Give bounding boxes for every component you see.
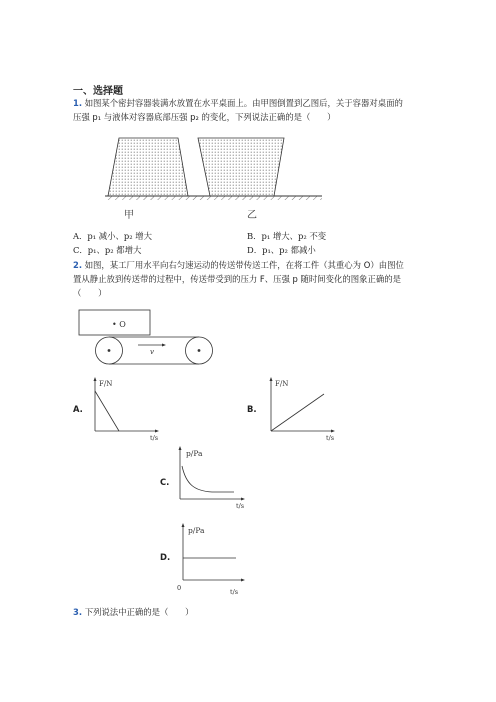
graph-a: [86, 374, 166, 444]
graph-d-y-arrow: [182, 523, 185, 527]
q1-option-a[interactable]: A．p₁ 减小、p₂ 增大: [73, 231, 153, 241]
graph-d: [174, 520, 259, 600]
question-1-line-2: 压强 p₁ 与液体对容器底部压强 p₂ 的变化，下列说法正确的是（ ）: [73, 112, 336, 122]
graph-c-x-arrow: [241, 498, 245, 501]
graph-b-ylabel: F/N: [275, 380, 289, 388]
graph-a-y-arrow: [94, 377, 97, 381]
question-3-number: 3.: [73, 607, 83, 617]
question-1-number: 1.: [73, 98, 83, 108]
graph-c-y-arrow: [179, 446, 182, 450]
graph-a-xlabel: t/s: [150, 434, 159, 442]
graph-a-letter[interactable]: A.: [73, 404, 83, 414]
graph-d-xlabel: t/s: [230, 588, 239, 596]
graph-c-ylabel: p/Pa: [186, 449, 203, 458]
graph-d-letter[interactable]: D.: [160, 552, 171, 562]
question-2-line-2: 置从静止放到传送带的过程中，传送带受到的压力 F、压强 p 随时间变化的图象正确的是: [73, 274, 401, 284]
graph-c-curve: [182, 466, 234, 492]
graph-d-ylabel: p/Pa: [188, 526, 205, 535]
graph-b-letter[interactable]: B.: [247, 404, 257, 414]
conveyor-figure: [78, 305, 228, 375]
graph-d-x-arrow: [241, 579, 245, 582]
graph-c-letter[interactable]: C.: [160, 477, 170, 487]
velocity-arrow-head: [162, 344, 166, 347]
question-3-line-1: [73, 606, 194, 619]
graph-c: [172, 444, 257, 512]
question-2-line-1: [73, 259, 404, 272]
graph-a-ylabel: F/N: [99, 380, 113, 388]
left-roller-axle: [108, 349, 111, 352]
label-yi: 乙: [247, 210, 257, 221]
question-3-text: 下列说法中正确的是（ ）: [84, 607, 194, 617]
container-jia: [108, 138, 188, 196]
container-figure: [100, 130, 330, 230]
question-1-line-1: [73, 97, 403, 110]
section-title: 一、选择题: [73, 86, 123, 97]
graph-d-origin: 0: [177, 584, 182, 592]
question-2-line-3: （ ）: [73, 288, 107, 298]
container-yi: [198, 138, 284, 196]
graph-c-xlabel: t/s: [236, 502, 245, 510]
graph-a-curve: [95, 391, 119, 431]
graph-b-x-arrow: [331, 430, 335, 433]
question-1-text: 如图某个密封容器装满水放置在水平桌面上。由甲图倒置到乙图后，关于容器对桌面的: [84, 98, 403, 108]
graph-a-x-arrow: [155, 430, 159, 433]
question-2-number: 2.: [73, 260, 83, 270]
graph-b-y-arrow: [270, 377, 273, 381]
table-hatch: [105, 196, 322, 200]
right-roller-axle: [198, 349, 201, 352]
q1-option-c[interactable]: C．p₁、p₂ 都增大: [73, 245, 142, 255]
graph-b-curve: [271, 394, 324, 431]
q1-option-b[interactable]: B．p₁ 增大、p₂ 不变: [247, 231, 327, 241]
q1-option-d[interactable]: D．p₁、p₂ 都减小: [247, 245, 316, 255]
label-jia: 甲: [124, 210, 134, 221]
graph-b: [262, 374, 342, 444]
graph-b-xlabel: t/s: [326, 434, 335, 442]
label-velocity: v: [150, 348, 154, 356]
question-2-text: 如图，某工厂用水平向右匀速运动的传送带传送工件，在将工件（其重心为 O）由图位: [84, 260, 404, 270]
label-center-o: • O: [112, 320, 126, 329]
